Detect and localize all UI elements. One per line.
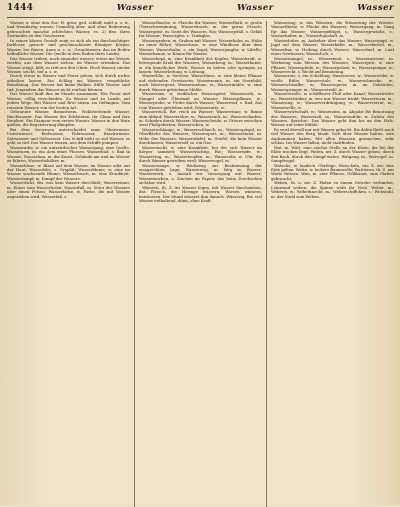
paragraph: Wasserblase, w. Blase auf dem Wasser, im Wasser oder auf der Haut; Wasserblei, s. Graphit; Wasserblume, w. eine im Wasser wachsende Blume; Wasserbruch, m. eine Krankheit; Wasserdampf, m. Dampf des Wassers. bbox=[7, 162, 130, 181]
paragraph: Wasserreich, Bw. reich an Wasser; Wasserrinne, w. Rinne zum Ablauf; Wasserröhre, w.; Wassersack, m.; Wasserschaden, m. Schaden durch Wasser; Wasserscheide, w. Grenze zwischen zwei Flußgebieten; Wasserscheu, w. bbox=[139, 109, 262, 128]
paragraph: Wasserkopf, m. eine Krankheit des Kopfes; Wasserkraft, w. bewegende Kraft des Wassers; Wasserkrug, m.; Wasserkunst, w. ein künstliches Werk, Wasser zu heben oder springen zu lassen; Wasserleitung, w. Leitung. bbox=[139, 55, 262, 74]
paragraph: Wasser u. ohne den Zus. H. grün, geil, schlaff, matt u. s. w., und fremdartig wasser. Unmaßig aber, und ohne Bedeutung gebrauchen manche schlechtes Wasser, es. 2) Bez. ihres Zustandes an den Gewässern. bbox=[7, 21, 130, 39]
paragraph: Das Wasser läuft ihm im Munde zusammen. Wie Feuer und Wasser, völlig verschieden. Zu Wasser und zu Lande, auf jedem Wege. Bei Wasser und Brot sitzen, im Gefängnis. Vom reinsten Wasser, von der besten Art. bbox=[7, 91, 130, 110]
running-head-left: Wasser bbox=[116, 3, 154, 13]
paragraph: Es wird überall nur mit Wasser gekocht. Bis dahin fließt noch viel Wasser den Berg hinab. Sich über Wasser halten, sein Auskommen haben. Mit allen Wassern gewaschen, sehr schlau. Ins Wasser fallen, nicht stattfinden. bbox=[271, 126, 394, 146]
paragraph: Wasserreis, s. ein Schößling; Wasserrose, w.; Wasserrübe, w. weiße Rübe; Wassersäule, w.; Wasserschnecke, w.; Wasserschwalbe, w.; Wasserspeier, m. an Gebäuden; Wasserspringer, m.; Wasserstrahl, m. bbox=[271, 73, 394, 92]
column-middle bbox=[134, 21, 262, 507]
paragraph: Wassermangel, m.; Wassermaß, s.; Wassermesser, m. Werkzeug zum Messen des Wassers; Wasserpest, w. eine Pflanze; Wasserpfeife, w.; Wasserpolizei, w.; Wasserpumpe, w.; Wasserrecht, s. Recht auf Benutzung. bbox=[271, 55, 394, 74]
paragraph: Durch etwas in Wasser und Feuer gehen, sich durch nichts abhalten lassen. Ein Schlag ins Wasser, vergebliche Bemühung. Das Wasser hat keine Balken. Stille Wasser sind tief. Jemandem das Wasser nicht reichen können. bbox=[7, 73, 130, 92]
paragraph: In seiner klaren Gestalt zeigt es sich als ein durchsichtiger, farbloser, geruch- und geschmackloser flüssiger Körper. Wasser, bei Rasen, Auen u. s. w.; Grundwasser, das im Boden befindliche Wasser. Die Quelle in dem Boden ihres Laufes. bbox=[7, 37, 130, 57]
paragraph: Wassersucht, w. eine Krankheit, bei der sich Wasser im Körper sammelt; Wassersüchtig, Bw.; Wassertiefe, w.; Wassertrog, m.; Wassertropfen, m.; Wasseruhr, w. Uhr, die durch Wasser getrieben wird; Wasservogel, m. bbox=[139, 144, 262, 164]
paragraph: Wasserflasche, w. Flasche für Wasser; Wasserfluth, w. große Überschwemmung; Wasserfrosch, m. der grüne Frosch; Wassergeist, m. Geist des Wassers, Nix; Wassergefäß, s. Gefäß für Wasser; Wasserglas, s. Trinkglas. bbox=[139, 21, 262, 39]
paragraph: Wasserader, w. ein unterirdischer Wassergang, eine Quelle; Wasserarm, m. ein Arm eines Flusses; Wasserbad, s. Bad in Wasser; Wasserbau, m. die Kunst, Gebäude am und im Wasser zu führen; Wasserbehälter, m. bbox=[7, 144, 130, 164]
paragraph: Wässern, th. Z. ins Wasser legen, mit Wasser durchziehen; das Fleisch, die Heringe wässern; Wiesen wässern, bewässern. Der Mund wässert ihm danach. Wässerig, Bw. viel Wasser enthaltend, dünn, ohne Kraft. bbox=[139, 184, 262, 204]
paragraph: Watsche, w. landsch. Ohrfeige. Watscheln, ntr. Z. wie eine Ente gehen. Watte, w. lockere Baumwolle; Wattieren, th. Z. mit Watte füttern. Wau, m. eine Pflanze, Gelbkraut, zum Färben gebraucht. bbox=[271, 162, 394, 181]
paragraph: Bei dem Seewesen unterscheidet man: Oberwasser, Unterwasser, Kielwasser, Fahrwasser, Brackwasser, Salzwasser und Süßwasser. Das Schiff zieht so viel Wasser, es geht so tief. Das Wasser lenzen, aus dem Schiffe pumpen. bbox=[7, 126, 130, 146]
paragraph: Gebrannte Wasser, Branntwein. Wohlriechende Wasser, Riechwasser. Das Wasser der Edelsteine, ihr Glanz und ihre Reinheit. Ein Diamant vom ersten Wasser. Wasser in den Wein gießen, die Begeisterung dämpfen. bbox=[7, 109, 130, 128]
paragraph: Wasserhüter, m. Aufseher über das Wasser; Wasserjagd, w. Jagd auf dem Wasser; Wasserkäfer, m.; Wasserkessel, m.; Wasserkur, w. Heilung durch Wasser; Wasserlauf, m. Lauf eines Gewässers; Wasserloch, s. bbox=[271, 37, 394, 57]
paragraph: Wässerung, w. das Wässern; die Wässerung der Wiesen. Wasserfläche, w. Fläche des Wassers; Wassergang, m. Gang für das Wasser; Wassergeflügel, s.; Wassergewächs, s.; Wasserhalter, m.; Wasserhaushalt, m. bbox=[271, 21, 394, 39]
text-columns bbox=[7, 21, 394, 507]
paragraph: Wasserstraße, w. schiffbarer Fluß oder Kanal; Wassertreter, m.; Wassertrinker, m. wer nur Wasser trinkt; Wasserturm, m.; Wasserung, w.; Wasserverdrängung, w.; Wasservorrat, m.; Wasserwelle, w. bbox=[271, 91, 394, 110]
paragraph: Wat, m. Watt, eine seichte Stelle an der Küste, die bei der Ebbe trocken liegt. Waten, ntr. Z. durch Wasser gehen; durch den Bach, durch den Sumpf waten. Watgang, m.; Watvogel, m. Sumpfvogel. bbox=[271, 144, 394, 164]
paragraph: Das Wasser trüben, nach einander wasser; etwas ins Wasser werfen, aus dem Wasser ziehen, im Wasser ertrinken. Das Wasser steigt, fällt; es tritt aus den Ufern. Hoch Wasser, nieder Wasser, seicht, tief u. s. w. bbox=[7, 55, 130, 74]
paragraph: Wasserdicht, Bw. was kein Wasser durchläßt; Wassereimer, m. Eimer zum Wasserholen; Wasserfall, m. Sturz des Wassers über einen Felsen; Wasserfarbe, w. Farbe, die mit Wasser angerieben wird; Wasserfaß, s. bbox=[7, 180, 130, 199]
paragraph: Wasserschlange, w.; Wasserschlauch, m.; Wasserspiegel, m. Oberfläche des Wassers; Wassersport, m.; Wasserstand, m. Höhe des Wassers; Wasserstiefel, m. Stiefel, die kein Wasser durchlassen; Wasserstoff, m. ein Gas. bbox=[139, 126, 262, 146]
page-number: 1444 bbox=[7, 3, 34, 13]
paragraph: Weben, th. u. ntr. Z. Fäden zu einem Gewebe verbinden; Leinwand weben; die Spinne webt ihr Netz. Weber, m.; Weberei, w.; Weberknecht, m.; Weberschiffchen, s.; Webstuhl, m. der Stuhl zum Weben. bbox=[271, 180, 394, 199]
running-head-center: Wasser bbox=[236, 3, 274, 13]
paragraph: Wassernixe, w. weiblicher Wassergeist; Wassernoth, w. Mangel oder Übermaß an Wasser; Wasserpflanze, w.; Wasserprobe, w. Probe durch Wasser; Wasserrad, s. Rad, das vom Wasser getrieben wird; Wasserratte, w. bbox=[139, 91, 262, 110]
paragraph: Wasserwirtschaft, w.; Wasserzins, m. Abgabe für Benutzung des Wassers; Wasserzoll, m.; Wasserzufuhr, w. Zufuhr des Wassers. Sprichw.: Das Wasser geht ihm bis an den Hals. Wasser auf seine Mühle. bbox=[271, 109, 394, 128]
page-header bbox=[7, 3, 394, 18]
running-head-right: Wasser bbox=[357, 3, 394, 13]
paragraph: Wassergraben, m. Graben mit Wasser; Wasserhahn, m. Hahn an einer Röhre; Wasserhose, w. eine Windhose über dem Wasser; Wasserhuhn, s. ein Vogel; Wasserjungfer, w. Libelle; Wasserkanne, w. Kanne für Wasser. bbox=[139, 37, 262, 57]
paragraph: Wasserwaage, w. Werkzeug zur Bestimmung der waagrechten Lage; Wasserweg, m. Weg zu Wasser; Wasserwerk, s. Anstalt zur Versorgung mit Wasser; Wasserzeichen, s. Zeichen im Papier, das beim Durchsehen sichtbar wird. bbox=[139, 162, 262, 186]
paragraph: Wasserlilie, w. Seerose; Wasserlinse, w. eine kleine Pflanze auf stehenden Gewässern; Wassermann, m. ein Sternbild, auch Wassergeist; Wassermelone, w.; Wassermühle, w. eine durch Wasser getriebene Mühle. bbox=[139, 73, 262, 92]
column-right bbox=[266, 21, 394, 507]
column-left bbox=[7, 21, 130, 507]
